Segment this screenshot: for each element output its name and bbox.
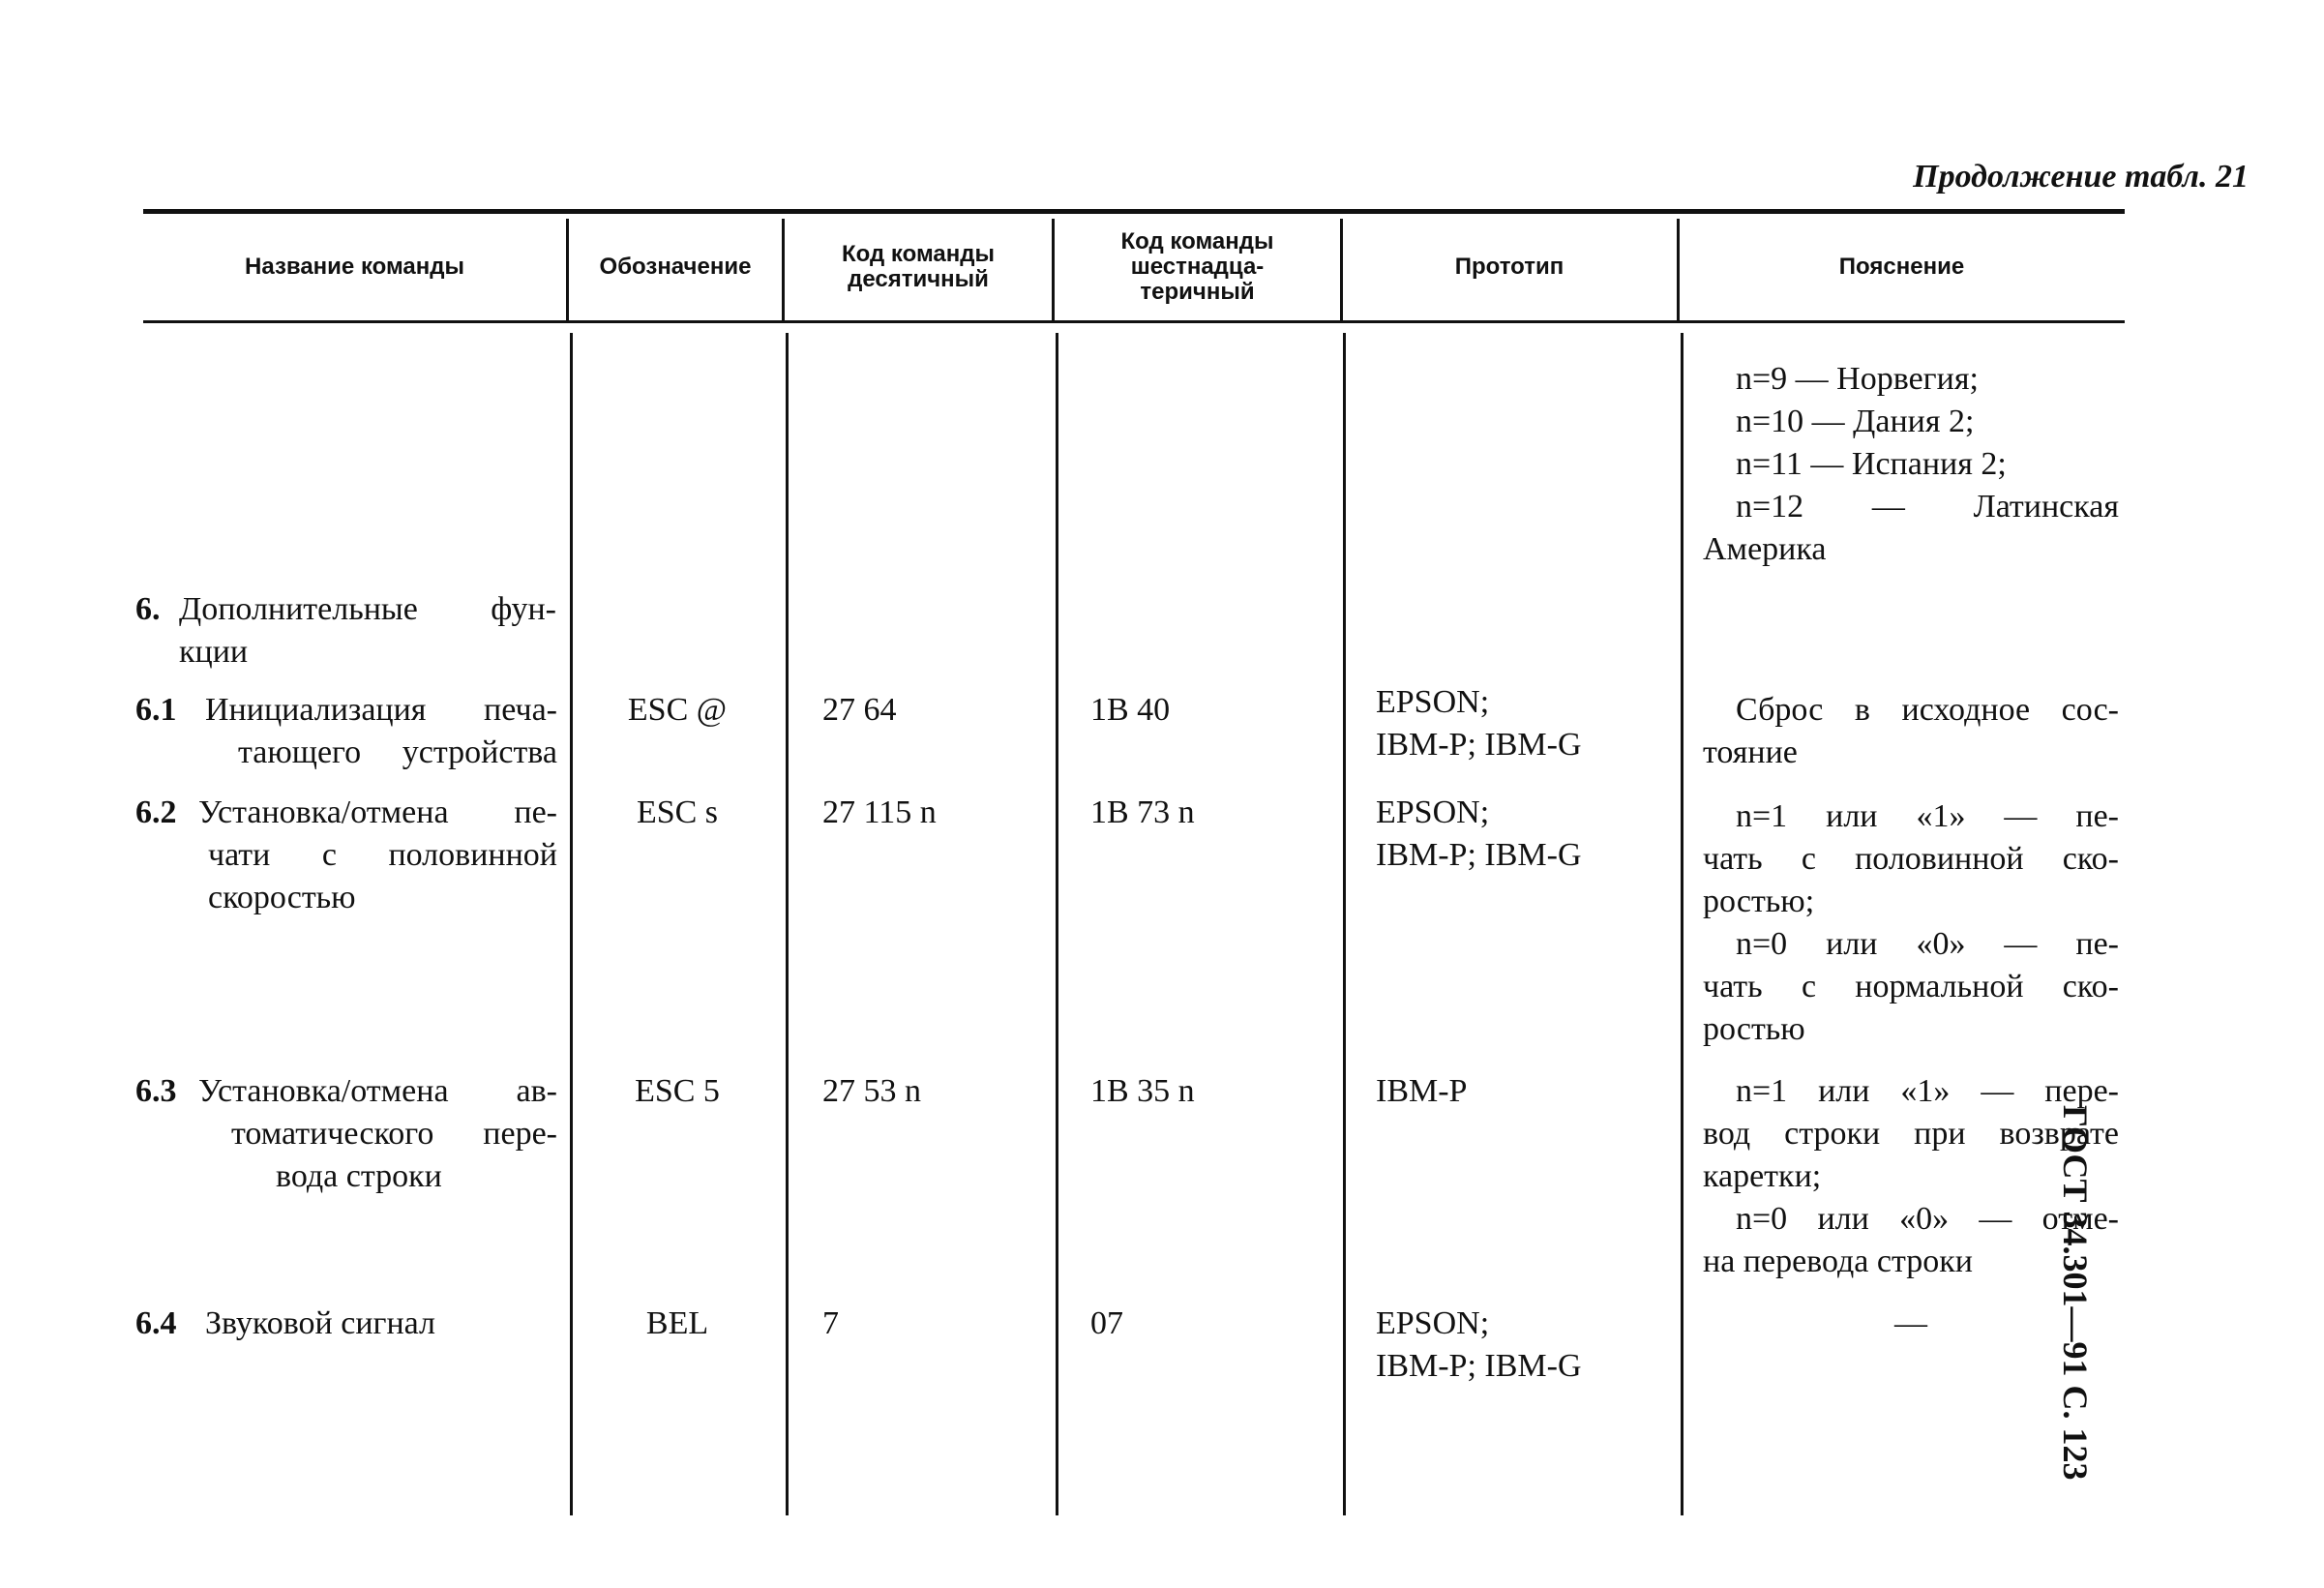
command-symbol: ESC s [636,794,719,830]
prototype: EPSON; IBM-P; IBM-G [1376,794,1582,873]
column-divider [782,219,785,322]
command-symbol: ESC @ [627,692,728,728]
carryover-explanation [1703,358,2119,571]
table-top-rule [143,209,2125,214]
column-divider [570,333,573,1515]
header-explanation: Пояснение [1838,254,1965,280]
header-bottom-rule [143,320,2125,323]
code-hex: 1B 73 n [1090,794,1195,830]
code-decimal: 7 [822,1305,839,1341]
column-divider [1056,333,1058,1515]
column-divider [1340,219,1343,322]
prototype: EPSON; IBM-P; IBM-G [1376,1305,1582,1384]
explanation: n=1 или «1» — пе- чать с половинной ско- ростью; n=0 или «0» — пе- чать с нормальной ско- ростью [1703,798,2119,1047]
code-decimal: 27 115 n [822,794,937,830]
command-name: Установка/отмена ав- томатического пере- вода строки [198,1073,557,1194]
row-number: 6.2 [135,794,177,830]
list-item: n=11 — Испания 2; [1736,446,2007,482]
section-title: Дополнительные фун- кции [179,591,556,670]
code-decimal: 27 53 n [822,1073,921,1109]
command-symbol: BEL [645,1305,709,1341]
header-command-name: Название команды [244,254,464,280]
section-number: 6. [135,591,161,627]
column-divider [1681,333,1683,1515]
header-prototype: Прототип [1454,254,1564,280]
header-code-decimal: Код команды десятичный [842,241,995,292]
row-number: 6.3 [135,1073,177,1109]
side-header: ГОСТ 34.301—91 С. 123 [2056,1105,2095,1481]
column-divider [1677,219,1680,322]
list-item: n=12 — Латинская [1736,489,2119,524]
prototype: IBM-P [1376,1073,1468,1109]
header-symbol: Обозначение [599,254,752,280]
column-divider [1343,333,1346,1515]
list-item: n=10 — Дания 2; [1736,404,1975,439]
dash-mark: — [1894,1305,1927,1341]
command-name: Инициализация печа- тающего устройства [205,692,557,770]
list-item: Америка [1703,531,1827,567]
command-symbol: ESC 5 [635,1073,720,1109]
explanation: n=1 или «1» — пере- вод строки при возврате каретки; n=0 или «0» — отме- на перевода строки [1703,1073,2119,1279]
command-name: Звуковой сигнал [205,1305,436,1341]
row-number: 6.1 [135,692,177,728]
column-divider [786,333,789,1515]
row-number: 6.4 [135,1305,177,1341]
code-hex: 1B 35 n [1090,1073,1195,1109]
column-divider [566,219,569,322]
column-divider [1052,219,1055,322]
prototype: EPSON; IBM-P; IBM-G [1376,684,1582,763]
code-decimal: 27 64 [822,692,897,728]
continuation-label: Продолжение табл. 21 [1913,159,2249,195]
code-hex: 07 [1090,1305,1123,1341]
explanation: Сброс в исходное сос- тояние [1703,692,2119,770]
list-item: n=9 — Норвегия; [1736,361,1979,397]
header-code-hex: Код команды шестнадца- теричный [1120,228,1274,305]
command-name: Установка/отмена пе- чати с половинной скоростью [198,794,557,915]
code-hex: 1B 40 [1090,692,1171,728]
